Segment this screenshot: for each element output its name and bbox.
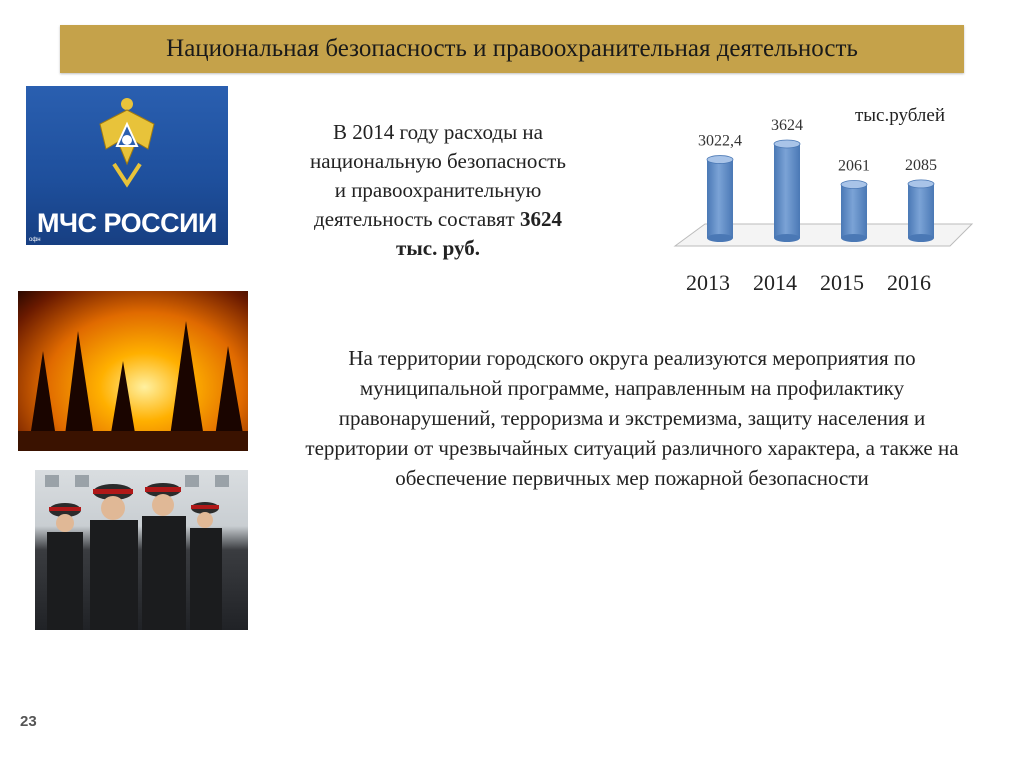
data-label-2013: 3022,4: [698, 132, 742, 150]
data-label-2015: 2061: [838, 157, 870, 175]
bar-base-2015: [841, 234, 867, 242]
bar-base-2016: [908, 234, 934, 242]
police-illustration: [35, 470, 248, 630]
summary-line-4-text: деятельность составят: [314, 207, 520, 231]
title-bar: [60, 25, 964, 73]
program-description: На территории городского округа реализуются мероприятия по муниципальной программе, направленным на профилактику правонарушений, терроризма и экстремизма, защиту населения и территории от чрезвычайных ситуаций различного характера, а также на обеспечение первичных мер пожарной безопасности: [305, 346, 959, 490]
bar-top-2013: [707, 156, 733, 164]
forest-fire-image: [18, 291, 248, 451]
data-label-2014: 3624: [771, 116, 803, 134]
mchs-emblem-image: [26, 86, 228, 245]
forest-fire-illustration: [18, 291, 248, 451]
summary-line-4: [268, 205, 608, 234]
x-tick-2015: 2015: [820, 270, 864, 295]
slide-title: Национальная безопасность и правоохранительная деятельность: [166, 35, 858, 62]
summary-line-2: национальную безопасность: [310, 149, 566, 173]
logo-small-text: офн: [29, 237, 41, 243]
bar-top-2014: [774, 140, 800, 148]
bar-2013: [707, 160, 733, 238]
data-label-2016: 2085: [905, 156, 937, 174]
spending-bar-chart: [660, 96, 980, 306]
summary-line-1: В 2014 году расходы на: [333, 120, 543, 144]
summary-line-3: и правоохранительную: [334, 178, 542, 202]
spending-summary: [268, 118, 608, 263]
bar-base-2013: [707, 234, 733, 242]
summary-amount: 3624: [519, 207, 562, 231]
bar-top-2016: [908, 180, 934, 188]
mchs-logo-text: МЧС РОССИИ: [37, 208, 217, 238]
chart-unit-label: тыс.рублей: [854, 105, 945, 126]
x-tick-2016: 2016: [887, 270, 931, 295]
bar-2014: [774, 144, 800, 238]
x-tick-2013: 2013: [686, 270, 730, 295]
bar-top-2015: [841, 181, 867, 189]
x-tick-2014: 2014: [753, 270, 797, 295]
bar-2016: [908, 184, 934, 238]
eagle-emblem-icon: [92, 94, 162, 194]
bar-base-2014: [774, 234, 800, 242]
summary-unit: тыс. руб.: [396, 236, 480, 260]
police-officers-image: [35, 470, 248, 630]
bar-2015: [841, 185, 867, 238]
page-number: 23: [20, 713, 37, 730]
